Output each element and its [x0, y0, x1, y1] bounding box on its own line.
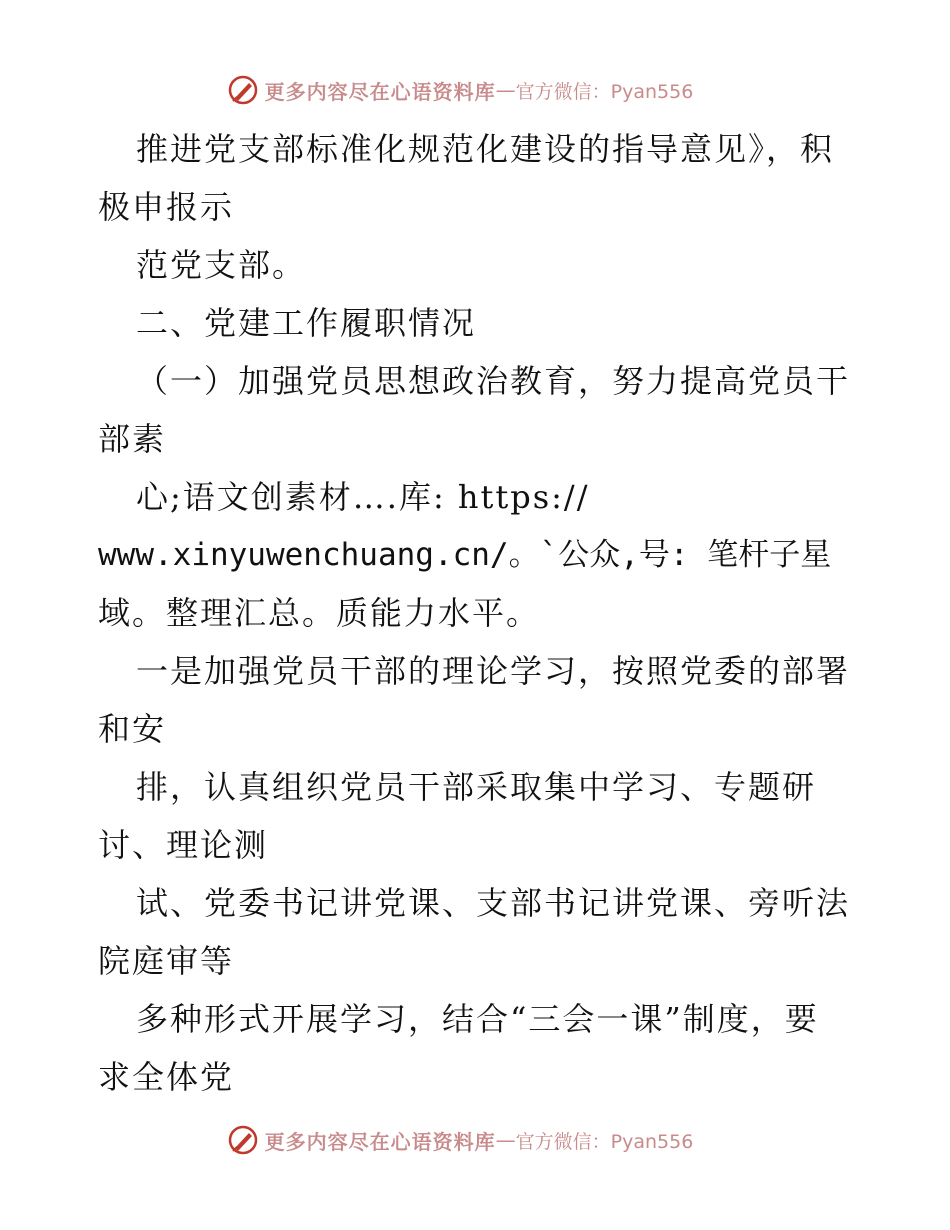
- text-line: 域。整理汇总。质能力水平。: [98, 594, 541, 632]
- text-line: 求全体党: [98, 1058, 235, 1096]
- subsection-heading: （一）加强党员思想政治教育，努力提高党员干: [136, 362, 851, 400]
- text-line: 试、党委书记讲党课、支部书记讲党课、旁听法: [136, 884, 851, 922]
- text-line: 多种形式开展学习，结合“三会一课”制度，要: [136, 1000, 819, 1038]
- footer-banner-wechat: 官方微信：Pyan556: [515, 1130, 694, 1153]
- document-body: [98, 120, 858, 1106]
- text-line: 极申报示: [98, 188, 235, 226]
- text-line: 和安: [98, 710, 167, 748]
- text-line: 心;语文创素材….库: https://: [136, 478, 590, 516]
- text-line: 排，认真组织党员干部采取集中学习、专题研: [136, 768, 817, 806]
- footer-banner-separator: —: [495, 1128, 516, 1152]
- header-banner: [0, 70, 950, 110]
- text-line: 院庭审等: [98, 942, 235, 980]
- text-line: 范党支部。: [136, 246, 307, 284]
- text-line: 一是加强党员干部的理论学习，按照党委的部署: [136, 652, 851, 690]
- text-line: 讨、理论测: [98, 826, 269, 864]
- text-line: 推进党支部标准化规范化建设的指导意见》，积: [136, 130, 835, 168]
- quill-logo-icon: [227, 1124, 259, 1156]
- footer-banner-text: 更多内容尽在心语资料库: [264, 1129, 496, 1154]
- header-banner-text: 更多内容尽在心语资料库: [264, 79, 496, 104]
- header-banner-separator: —: [495, 78, 516, 102]
- header-banner-wechat: 官方微信：Pyan556: [515, 80, 694, 103]
- text-line: 部素: [98, 420, 167, 458]
- section-heading: 二、党建工作履职情况: [136, 304, 477, 342]
- footer-banner: [0, 1120, 950, 1160]
- text-line-url: www.xinyuwenchuang.cn/。`公众,号: 笔杆子星: [98, 537, 832, 573]
- quill-logo-icon: [227, 74, 259, 106]
